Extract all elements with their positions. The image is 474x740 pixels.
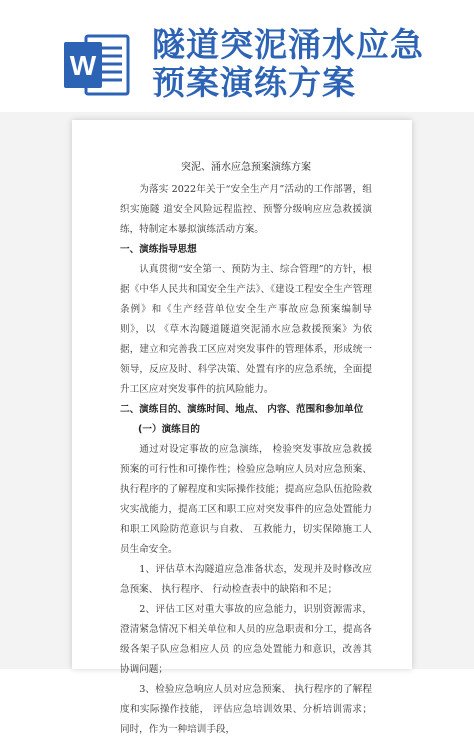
- title-line-1: 隧道突泥涌水应急: [152, 25, 424, 64]
- section-1-heading: 一、演练指导思想: [120, 244, 197, 255]
- word-document-icon: [64, 34, 130, 96]
- document-title: 突泥、涌水应急预案演练方案: [181, 162, 311, 173]
- document-page: [72, 120, 412, 735]
- intro-paragraph: 为落实 2022年关于“安全生产月”活动的工作部署，组织实施隧 道安全风险远程监控、预警分级响应应急救援演练，特制定本暴拟演练活动方案。: [120, 184, 372, 235]
- section-1-paragraph: 认真贯彻“安全第一、预防为主、综合管理”的方针，根据《中华人民共和国安全生产法》、《建设工程安全生产管理条例》和《生产经营单位安全生产事故应急预案编制导则》，以 《草木沟隧道隧道突泥涌水应急救援预案》为依据，建立和完善我工区应对突发事件的管理体系，形成统一领导，反应及时、科学决策、处置有序的应急系统，全面提升工区应对突发事件的抗风险能力。: [120, 264, 372, 395]
- list-item-2: 2、评估工区对重大事故的应急能力，识别资源需求，澄清紧急情况下相关单位和人员的应急职责和分工，提高各级各架子队应急相应人员 的应急处置能力和意识，改善其协调问题；: [120, 604, 372, 675]
- section-2-heading: 二、演练目的、演练时间、地点、 内容、范围和参加单位: [120, 404, 364, 415]
- header-banner: [0, 0, 474, 112]
- list-item-1: 1、评估草木沟隧道应急准备状态，发现并及时修改应急预案、 执行程序、 行动检查表中的缺陷和不足；: [120, 564, 372, 595]
- word-letter: W: [69, 50, 97, 81]
- document-body: [120, 158, 372, 740]
- section-2-subheading: (一）演练目的: [138, 424, 200, 435]
- title-line-2: 预案演练方案: [152, 63, 356, 102]
- list-item-3: 3、检验应急响应人员对应急预案、 执行程序的了解程度和实际操作技能， 评估应急培训效果、分析培训需求；同时，作为一种培训手段，: [120, 684, 372, 735]
- section-2-paragraph: 通过对设定事故的应急演练， 检验突发事故应急救援预案的可行性和可操作性；检验应急响应人员对应急预案、 执行程序的了解程度和实际操作技能；提高应急队伍抢险救灾实战能力，提高工区和职工应对突发事件的应急处置能力和职工风险防范意识与自救、 互救能力，切实保障施工人员生命安全。: [120, 444, 372, 555]
- page-title: [152, 26, 424, 102]
